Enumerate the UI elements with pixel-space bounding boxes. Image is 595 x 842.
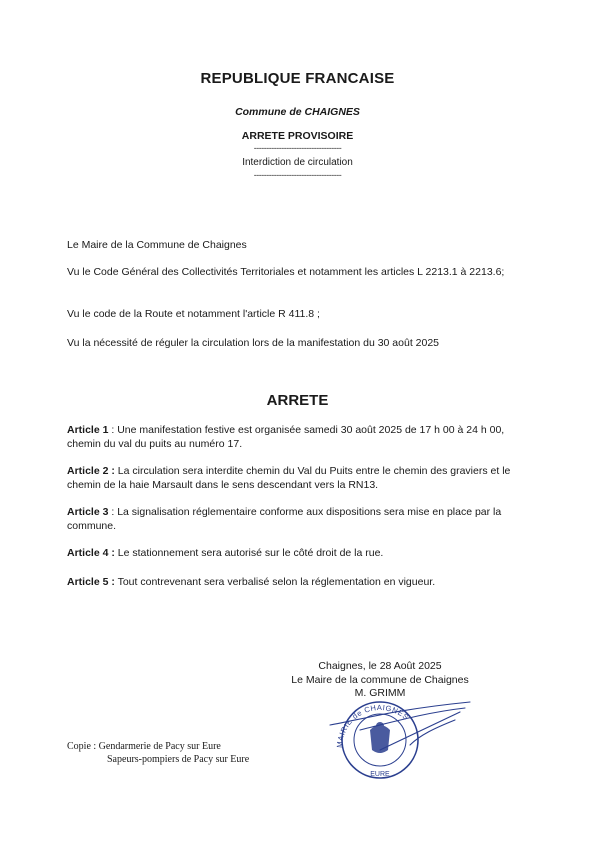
preamble-vu-code-route: Vu le code de la Route et notamment l'article R 411.8 ; <box>67 308 320 320</box>
copy-recipient: Sapeurs-pompiers de Pacy sur Eure <box>107 754 250 765</box>
article-label: Article 4 : <box>67 547 115 559</box>
article-label: Article 3 <box>67 506 109 518</box>
article-text: La circulation sera interdite chemin du Val du Puits entre le chemin des graviers et le chemin de la haie Marsault dans le sens descendant vers la RN13. <box>67 465 511 491</box>
separator-bottom: ----------------------------------- <box>253 170 342 180</box>
signature-place-date: Chaignes, le 28 Août 2025 <box>318 660 442 672</box>
separator-top: ----------------------------------- <box>253 143 342 153</box>
decision-title: ARRETE <box>266 392 329 409</box>
document-subject: Interdiction de circulation <box>242 157 353 168</box>
article-label: Article 1 <box>67 424 109 436</box>
signature-name: M. GRIMM <box>354 687 406 699</box>
copy-recipient: Copie : Gendarmerie de Pacy sur Eure <box>67 741 221 752</box>
stamp-text: MAIRIE de CHAIGNES <box>334 702 411 749</box>
country-title: REPUBLIQUE FRANCAISE <box>200 70 395 87</box>
preamble-vu-cgct: Vu le Code Général des Collectivités Territoriales et notamment les articles L 2213.1 à 2213.6; <box>67 266 505 278</box>
article-1 <box>67 424 529 451</box>
article-2 <box>67 465 529 492</box>
article-text: Le stationnement sera autorisé sur le côté droit de la rue. <box>114 547 384 559</box>
article-text: : Une manifestation festive est organisée samedi 30 août 2025 de 17 h 00 à 24 h 00, chemin du val du puits au numéro 17. <box>67 424 505 450</box>
stamp-bottom-text: EURE <box>370 771 390 778</box>
signature-role: Le Maire de la commune de Chaignes <box>291 674 469 686</box>
document-type: ARRETE PROVISOIRE <box>241 130 354 142</box>
article-text: Tout contrevenant sera verbalisé selon la réglementation en vigueur. <box>114 576 436 588</box>
preamble-vu-necessite: Vu la nécessité de réguler la circulation lors de la manifestation du 30 août 2025 <box>67 337 440 349</box>
mairie-stamp-and-signature <box>320 690 480 780</box>
article-3 <box>67 506 529 533</box>
copies-list <box>67 740 249 766</box>
article-label: Article 5 : <box>67 576 115 588</box>
article-text: : La signalisation réglementaire conforme aux dispositions sera mise en place par la commune. <box>67 506 502 532</box>
article-label: Article 2 : <box>67 465 115 477</box>
article-5 <box>67 576 529 590</box>
preamble-intro: Le Maire de la Commune de Chaignes <box>67 239 247 251</box>
commune-name: Commune de CHAIGNES <box>235 106 360 118</box>
article-4 <box>67 547 529 561</box>
